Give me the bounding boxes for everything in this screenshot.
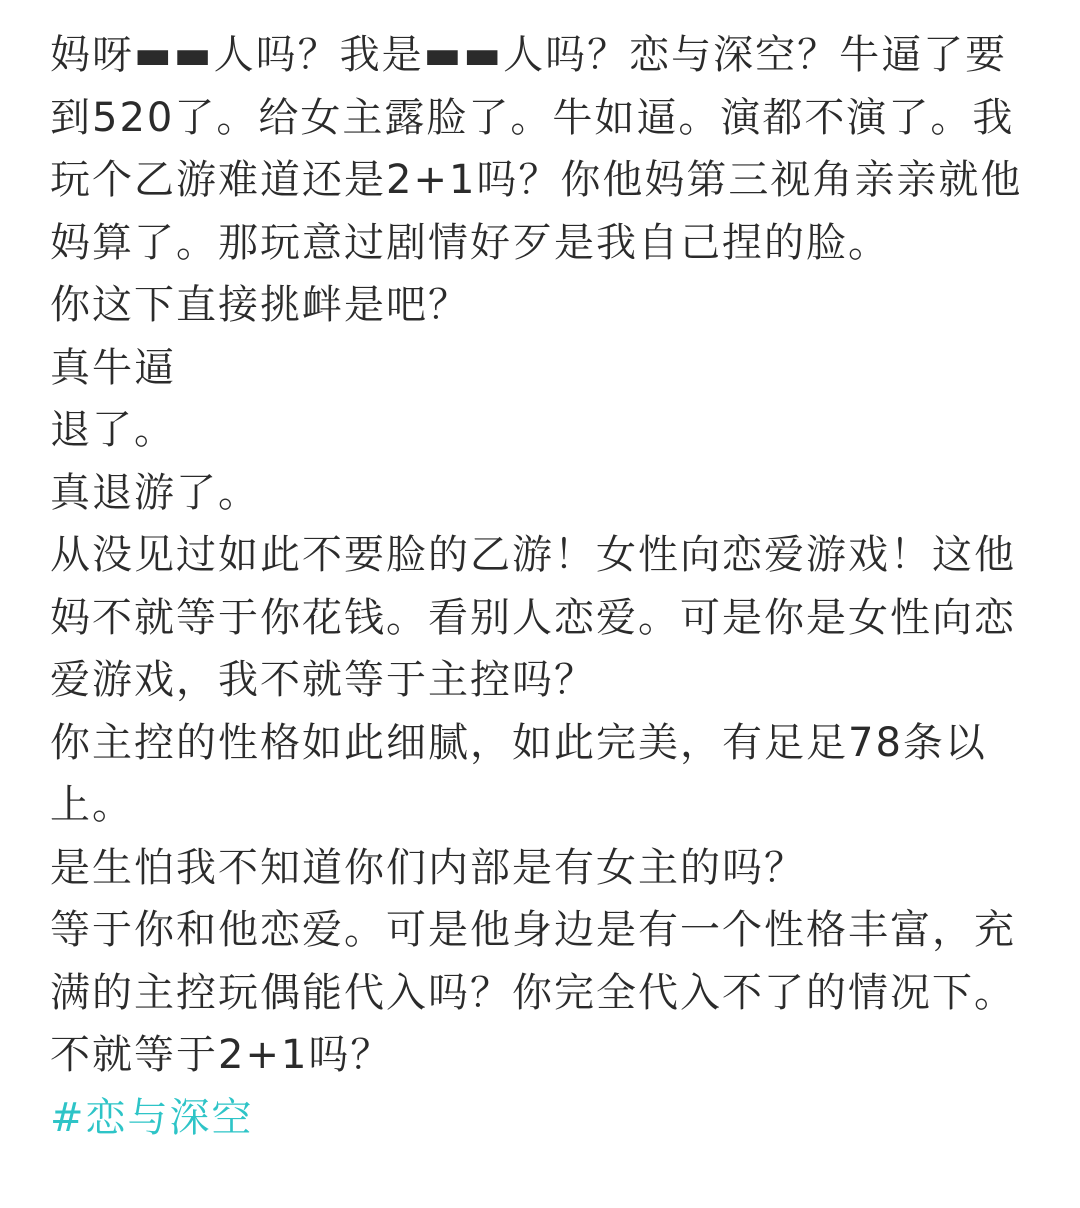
post-paragraph: 真牛逼 — [50, 344, 176, 391]
post-paragraph: 从没见过如此不要脸的乙游！女性向恋爱游戏！这他妈不就等于你花钱。看别人恋爱。可是你是女性向恋爱游戏，我不就等于主控吗？ — [50, 532, 1016, 703]
post-paragraph: 你主控的性格如此细腻，如此完美，有足足78条以上。 — [50, 719, 987, 828]
post-paragraph: 等于你和他恋爱。可是他身边是有一个性格丰富，充满的主控玩偶能代入吗？你完全代入不了的情况下。不就等于2+1吗？ — [50, 907, 1016, 1078]
post-body — [50, 24, 1025, 1149]
post-paragraph: 是生怕我不知道你们内部是有女主的吗？ — [50, 844, 806, 891]
post-paragraph: 妈呀▬▬人吗？我是▬▬人吗？恋与深空？牛逼了要到520了。给女主露脸了。牛如逼。演都不演了。我玩个乙游难道还是2+1吗？你他妈第三视角亲亲就他妈算了。那玩意过剧情好歹是我自己捏的脸。 — [50, 32, 1023, 266]
post-paragraph: 退了。 — [50, 407, 176, 453]
hashtag-link[interactable]: #恋与深空 — [50, 1094, 254, 1141]
post-paragraph: 你这下直接挑衅是吧？ — [50, 282, 470, 328]
post-paragraph: 真退游了。 — [50, 469, 260, 516]
